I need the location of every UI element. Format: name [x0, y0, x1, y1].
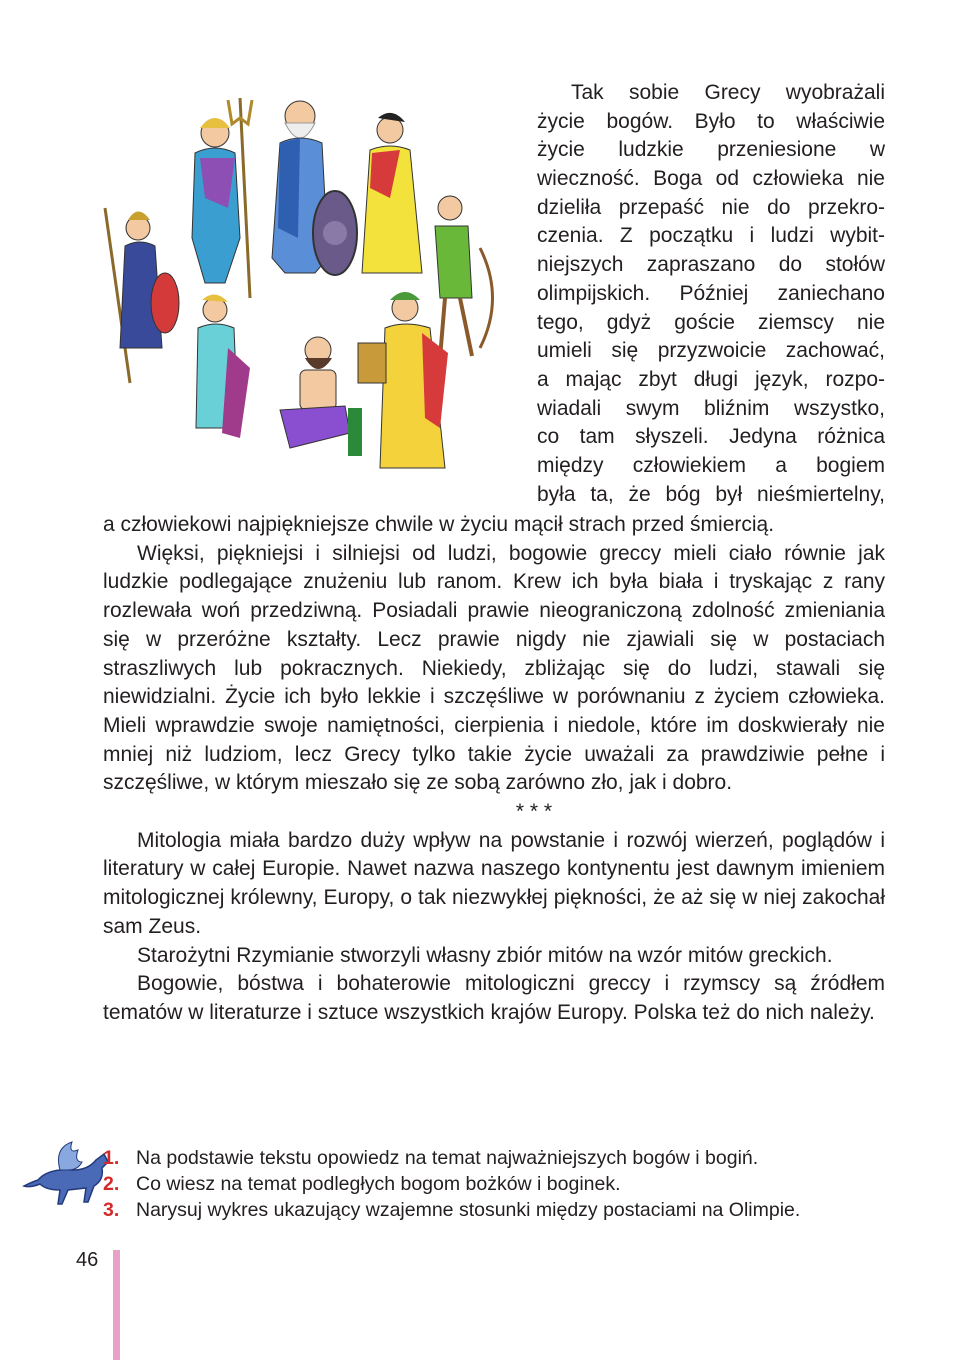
- intro-line: była ta, że bóg był nieśmiertelny,: [537, 482, 885, 506]
- task-item: [103, 1197, 903, 1223]
- intro-end-line: a człowiekowi najpiękniejsze chwile w życiu mącił strach przed śmiercią.: [103, 513, 775, 536]
- intro-line: tego, gdyż goście ziemscy nie: [537, 310, 885, 334]
- intro-line: umieli się przyzwoicie zachować,: [537, 339, 885, 363]
- aphrodite-figure: [196, 294, 250, 438]
- athena-figure: [105, 208, 179, 383]
- task-number: 1.: [103, 1147, 120, 1169]
- task-number: 3.: [103, 1199, 120, 1221]
- task-number: 2.: [103, 1173, 120, 1195]
- artemis-figure: [435, 196, 493, 358]
- intro-line: czenia. Z początku i ludzi wybit-: [537, 224, 885, 248]
- poseidon-figure: [192, 98, 252, 298]
- paragraph: Starożytni Rzymianie stworzyli własny zbiór mitów na wzór mitów greckich.: [137, 943, 833, 967]
- paragraph: Więksi, piękniejsi i silniejsi od ludzi, bogowie greccy mieli ciało równie jak ludzkie podlegające znużeniu lub ranom. Krew ich była biała i tryskając z rany rozlewała woń przedziwną. Posiadali prawie nieograniczoną zdolność zmieniania się w przeróżne kształty. Lecz prawie nigdy nie zjawiali się w postaciach straszliwych lub pokracznych. Niekiedy, zbliżając się do ludzi, stawali się niewidzialni. Życie ich było lekkie i szczęśliwe w porównaniu z życiem człowieka. Mieli wprawdzie swoje namiętności, cierpienia i niedole, które im doskwierały nie mniej niż ludziom, lecz Grecy tylko takie życie uważali za prawdziwie pełne i szczęśliwe, w którym mieszało się ze sobą zarówno zło, jak i dobro.: [103, 541, 885, 795]
- task-text: Na podstawie tekstu opowiedz na temat najważniejszych bogów i bogiń.: [136, 1147, 759, 1169]
- intro-line: Tak sobie Grecy wyobrażali: [571, 81, 885, 104]
- page-accent-bar: [113, 1250, 120, 1360]
- intro-line: wiadali swym bliźnim wszystko,: [537, 396, 885, 420]
- intro-line: co tam słyszeli. Jedyna różnica: [537, 425, 885, 449]
- task-text: Narysuj wykres ukazujący wzajemne stosunki między postaciami na Olimpie.: [136, 1199, 801, 1221]
- intro-line: życie bogów. Było to właściwie: [537, 109, 885, 133]
- hephaestus-figure: [280, 337, 362, 456]
- page-number: 46: [76, 1249, 99, 1271]
- paragraph: Mitologia miała bardzo duży wpływ na powstanie i rozwój wierzeń, poglądów i literatury w całej Europie. Nawet nazwa naszego kontynentu jest dawnym imieniem mitologicznej królewny, Europy, o tak niezwykłej piękności, że aż się w niej zakochał sam Zeus.: [103, 828, 885, 938]
- intro-line: dzieliła przepaść nie do przekro-: [537, 195, 885, 219]
- gods-drawing: [100, 88, 510, 483]
- apollo-figure: [358, 292, 448, 468]
- main-text: [103, 511, 885, 1028]
- intro-text-column: [537, 79, 885, 509]
- task-text: Co wiesz na temat podległych bogom bożków i boginek.: [136, 1173, 621, 1195]
- task-item: [103, 1145, 903, 1171]
- paragraph: Bogowie, bóstwa i bohaterowie mitologiczni greccy i rzymscy są źródłem tematów w literaturze i sztuce wszystkich krajów Europy. Polska też do nich należy.: [103, 972, 885, 1024]
- intro-line: niejszych zapraszano do stołów: [537, 253, 885, 277]
- intro-line: wieczność. Boga od człowieka nie: [537, 167, 885, 191]
- task-item: [103, 1171, 903, 1197]
- intro-line: życie ludzkie przeniesione w: [537, 138, 885, 162]
- zeus-figure: [272, 101, 357, 275]
- intro-line: olimpijskich. Później zaniechano: [537, 281, 885, 305]
- hera-figure: [362, 113, 422, 273]
- intro-line: a mając zbyt długi język, rozpo-: [537, 367, 885, 391]
- section-separator: * * *: [515, 800, 553, 824]
- greek-gods-illustration: [100, 88, 510, 483]
- intro-line: między człowiekiem a bogiem: [537, 453, 885, 477]
- task-list: [103, 1145, 903, 1223]
